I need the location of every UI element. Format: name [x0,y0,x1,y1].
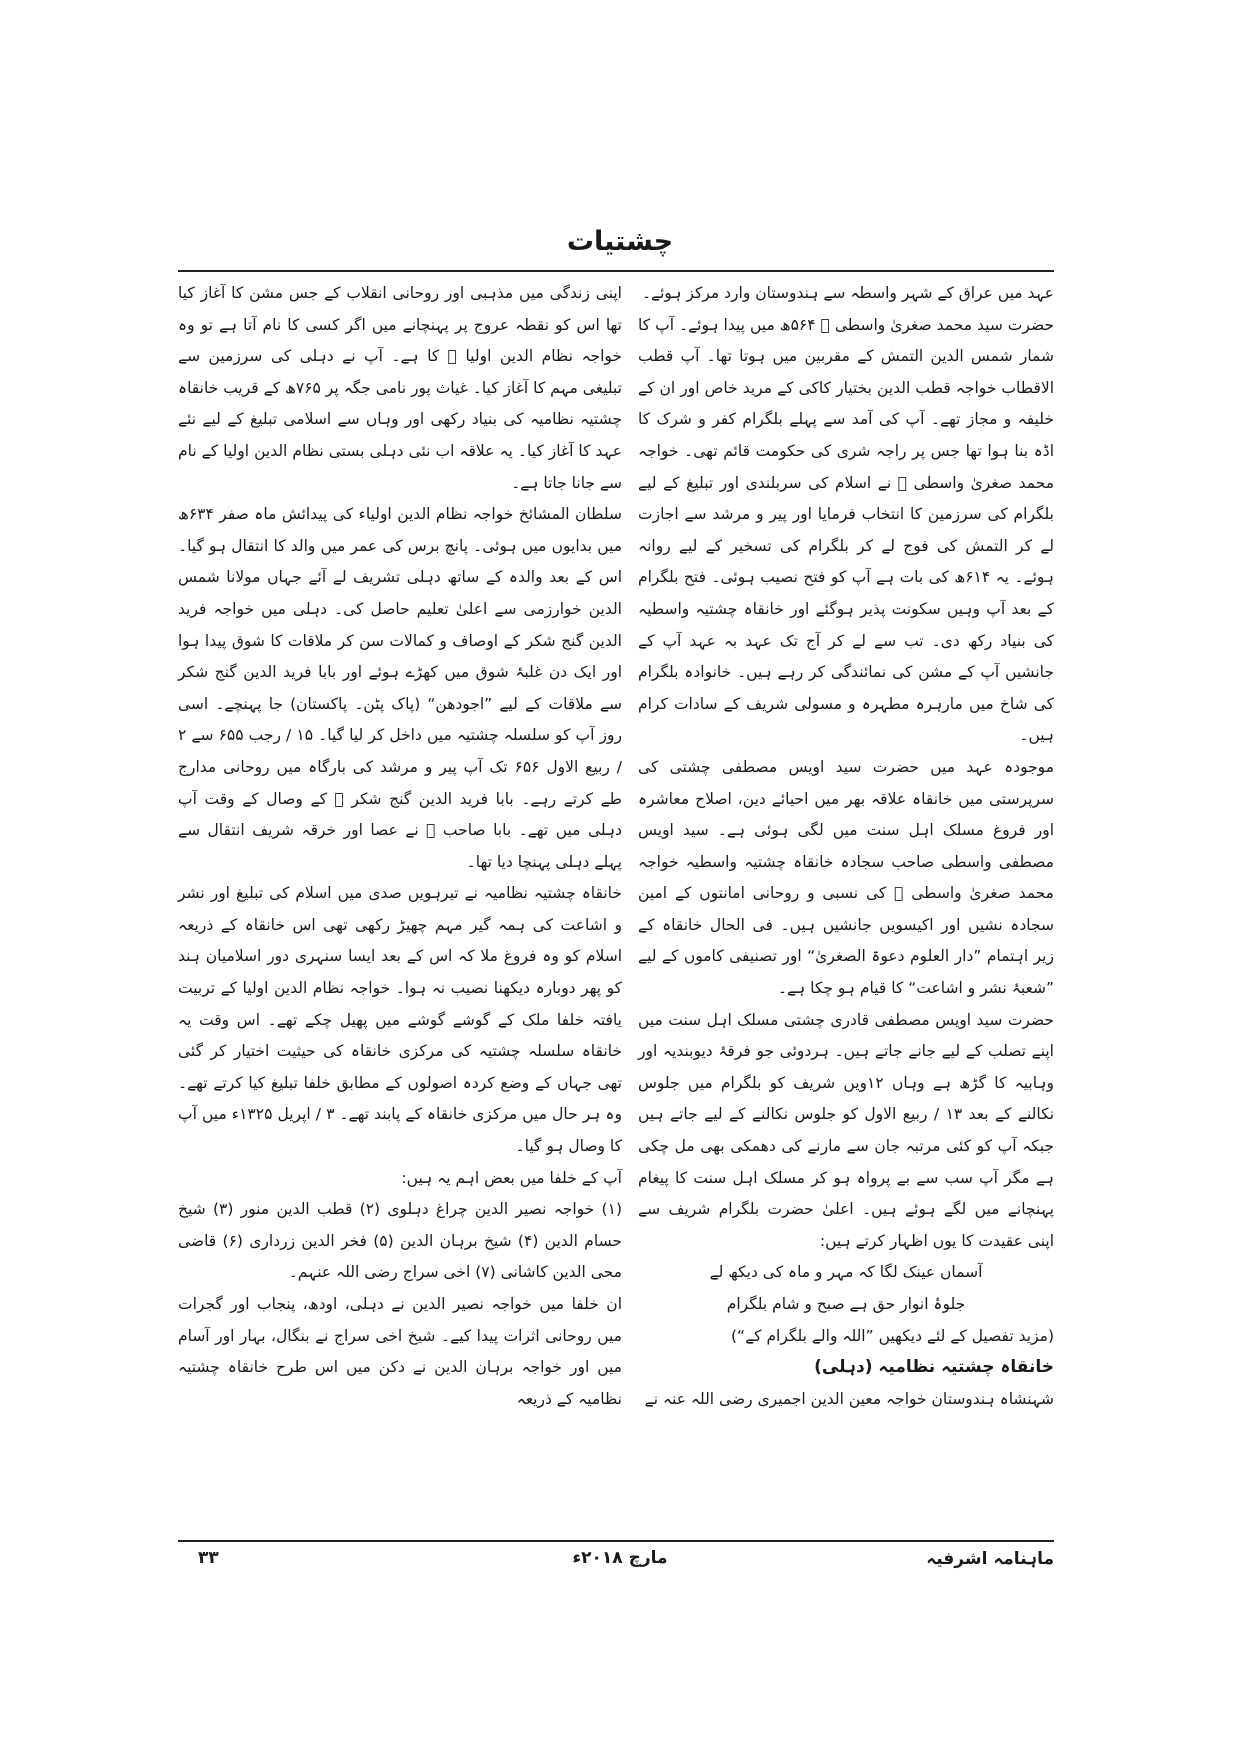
footer-issue-date: مارچ ۲۰۱۸ء [572,1548,668,1568]
footer-divider [178,1540,1054,1542]
paragraph: آپ کے خلفا میں بعض اہم یہ ہیں: [401,1168,622,1187]
section-heading: خانقاہ چشتیہ نظامیہ (دہلی) [814,1357,1054,1378]
paragraph: خانقاہ چشتیہ نظامیہ نے تیرہویں صدی میں اسلام کی تبلیغ اور نشر و اشاعت کی ہمہ گیر مہم چھیڑ رکھی تھی اس خانقاہ کے ذریعہ اسلام کو وہ فروغ ملا کہ اس کے بعد ایسا سنہری دور اسلامیان ہند کو پھر دوبارہ دیکھنا نصیب نہ ہوا۔ خواجہ نظام الدین اولیا کے تربیت یافتہ خلفا ملک کے گوشے گوشے میں پھیل چکے تھے۔ اس وقت یہ خانقاہ سلسلہ چشتیہ کی مرکزی خانقاہ کی حیثیت اختیار کر گئی تھی جہاں کے وضع کردہ اصولوں کے مطابق خلفا تبلیغ کیا کرتے تھے۔ وہ ہر حال میں مرکزی خانقاہ کے پابند تھے۔ ۳ / اپریل ۱۳۲۵ء میں آپ کا وصال ہو گیا۔ [178,884,622,1156]
footer-page-number: ۳۳ [198,1548,219,1568]
paragraph: حضرت سید اویس مصطفی قادری چشتی مسلک اہل سنت میں اپنے تصلب کے لیے جانے جاتے ہیں۔ ہردوئی جو فرقۂ دیوبندیہ اور وہابیہ کا گڑھ ہے وہاں ۱۲ویں شریف کو بلگرام میں جلوس نکالنے کے بعد ۱۳ / ربیع الاول کو جلوس نکالنے کے لیے جاتے ہیں جبکہ آپ کو کئی مرتبہ جان سے مارنے کی دھمکی بھی مل چکی ہے مگر آپ سب سے بے پرواہ ہو کر مسلک اہل سنت کا پیغام پہنچانے میں لگے ہوئے ہیں۔ اعلیٰ حضرت بلگرام شریف سے اپنی عقیدت کا یوں اظہار کرتے ہیں: [638,1010,1055,1250]
verse-line: جلوۂ انوار حق ہے صبح و شام بلگرام [726,1295,966,1313]
right-column [638,278,1054,1415]
paragraph: ان خلفا میں خواجہ نصیر الدین نے دہلی، اودھ، پنجاب اور گجرات میں روحانی اثرات پیدا کیے۔ شیخ اخی سراج نے بنگال، بہار اور آسام میں اور خواجہ برہان الدین نے دکن میں اس طرح خانقاہ چشتیہ نظامیہ کے ذریعہ [178,1295,622,1408]
paragraph: (۱) خواجہ نصیر الدین چراغ دہلوی (۲) قطب الدین منور (۳) شیخ حسام الدین (۴) شیخ برہان الدین (۵) فخر الدین زرداری (۶) قاضی محی الدین کاشانی (۷) اخی سراج رضی اللہ عنہم۔ [178,1200,622,1282]
header-divider [178,270,1054,272]
paragraph: حضرت سید محمد صغریٰ واسطی ﷫ ۵۶۴ھ میں پیدا ہوئے۔ آپ کا شمار شمس الدین التمش کے مقربین میں ہوتا تھا۔ آپ قطب الاقطاب خواجہ قطب الدین بختیار کاکی کے مرید خاص اور ان کے خلیفہ و مجاز تھے۔ آپ کی آمد سے پہلے بلگرام کفر و شرک کا اڈہ بنا ہوا تھا جس پر راجہ شری کی حکومت قائم تھی۔ خواجہ محمد صغریٰ واسطی ﷫ نے اسلام کی سربلندی اور تبلیغ کے لیے بلگرام کی سرزمین کا انتخاب فرمایا اور پیر و مرشد سے اجازت لے کر التمش کی فوج لے کر بلگرام کی تسخیر کے لیے روانہ ہوئے۔ یہ ۶۱۴ھ کی بات ہے آپ کو فتح نصیب ہوئی۔ فتح بلگرام کے بعد آپ وہیں سکونت پذیر ہوگئے اور خانقاہ چشتیہ واسطیہ کی بنیاد رکھ دی۔ تب سے لے کر آج تک عہد بہ عہد آپ کے جانشیں آپ کے مشن کی نمائندگی کر رہے ہیں۔ خانوادہ بلگرام کی شاخ میں مارہرہ مطہرہ و مسولی شریف کے سادات کرام ہیں۔ [638,315,1054,745]
paragraph: سلطان المشائخ خواجہ نظام الدین اولیاء کی پیدائش ماہ صفر ۶۳۴ھ میں بدایوں میں ہوئی۔ پانچ برس کی عمر میں والد کا انتقال ہو گیا۔ اس کے بعد والدہ کے ساتھ دہلی تشریف لے آئے جہاں مولانا شمس الدین خوارزمی سے اعلیٰ تعلیم حاصل کی۔ دہلی میں خواجہ فرید الدین گنج شکر کے اوصاف و کمالات سن کر ملاقات کا شوق پیدا ہوا اور ایک دن غلبۂ شوق میں کھڑے ہوئے اور بابا فرید الدین گنج شکر سے ملاقات کے لیے ”اجودھن“ (پاک پٹن۔ پاکستان) جا پہنچے۔ اسی روز آپ کو سلسلہ چشتیہ میں داخل کر لیا گیا۔ ۱۵ / رجب ۶۵۵ سے ۲ / ربیع الاول ۶۵۶ تک آپ پیر و مرشد کی بارگاہ میں روحانی مدارج طے کرتے رہے۔ بابا فرید الدین گنج شکر ﷫ کے وصال کے وقت آپ دہلی میں تھے۔ بابا صاحب ﷫ نے عصا اور خرقہ شریف انتقال سے پہلے دہلی پہنچا دیا تھا۔ [178,505,623,871]
footer-magazine-name: ماہنامہ اشرفیہ [926,1549,1054,1569]
paragraph: موجودہ عہد میں حضرت سید اویس مصطفی چشتی کی سرپرستی میں خانقاہ علاقہ بھر میں احیائے دین، اصلاح معاشرہ اور فروغ مسلک اہل سنت میں لگی ہوئی ہے۔ سید اویس مصطفی واسطی صاحب سجادہ خانقاہ چشتیہ واسطیہ خواجہ محمد صغریٰ واسطی ﷫ کی نسبی و روحانی امانتوں کے امین سجادہ نشیں اور اکیسویں جانشیں ہیں۔ فی الحال خانقاہ کے زیر اہتمام ”دار العلوم دعوۃ الصغریٰ“ اور تصنیفی کاموں کے لیے ”شعبۂ نشر و اشاعت“ کا قیام ہو چکا ہے۔ [638,757,1054,998]
page-title: چشتیات [566,226,674,257]
paragraph: (مزید تفصیل کے لئے دیکھیں ”اللہ والے بلگرام کے“) [731,1326,1054,1345]
paragraph: شہنشاہ ہندوستان خواجہ معین الدین اجمیری رضی اللہ عنہ نے [644,1389,1054,1408]
paragraph: عہد میں عراق کے شہر واسطہ سے ہندوستان وارد مرکز ہوئے۔ [641,284,1054,302]
paragraph: اپنی زندگی میں مذہبی اور روحانی انقلاب کے جس مشن کا آغاز کیا تھا اس کو نقطہ عروج پر پہنچانے میں اگر کسی کا نام آتا ہے تو وہ خواجہ نظام الدین اولیا ﷫ کا ہے۔ آپ نے دہلی کی سرزمین سے تبلیغی مہم کا آغاز کیا۔ غیاث پور نامی جگہ پر ۷۶۵ھ کے قریب خانقاہ چشتیہ نظامیہ کی بنیاد رکھی اور وہاں سے اسلامی تبلیغ کے لیے نئے عہد کا آغاز کیا۔ یہ علاقہ اب نئی دہلی بستی نظام الدین اولیا کے نام سے جانا جاتا ہے۔ [178,284,622,492]
verse-line: آسماں عینک لگا کہ مہر و ماہ کی دیکھ لے [709,1263,983,1282]
left-column [178,278,622,1415]
